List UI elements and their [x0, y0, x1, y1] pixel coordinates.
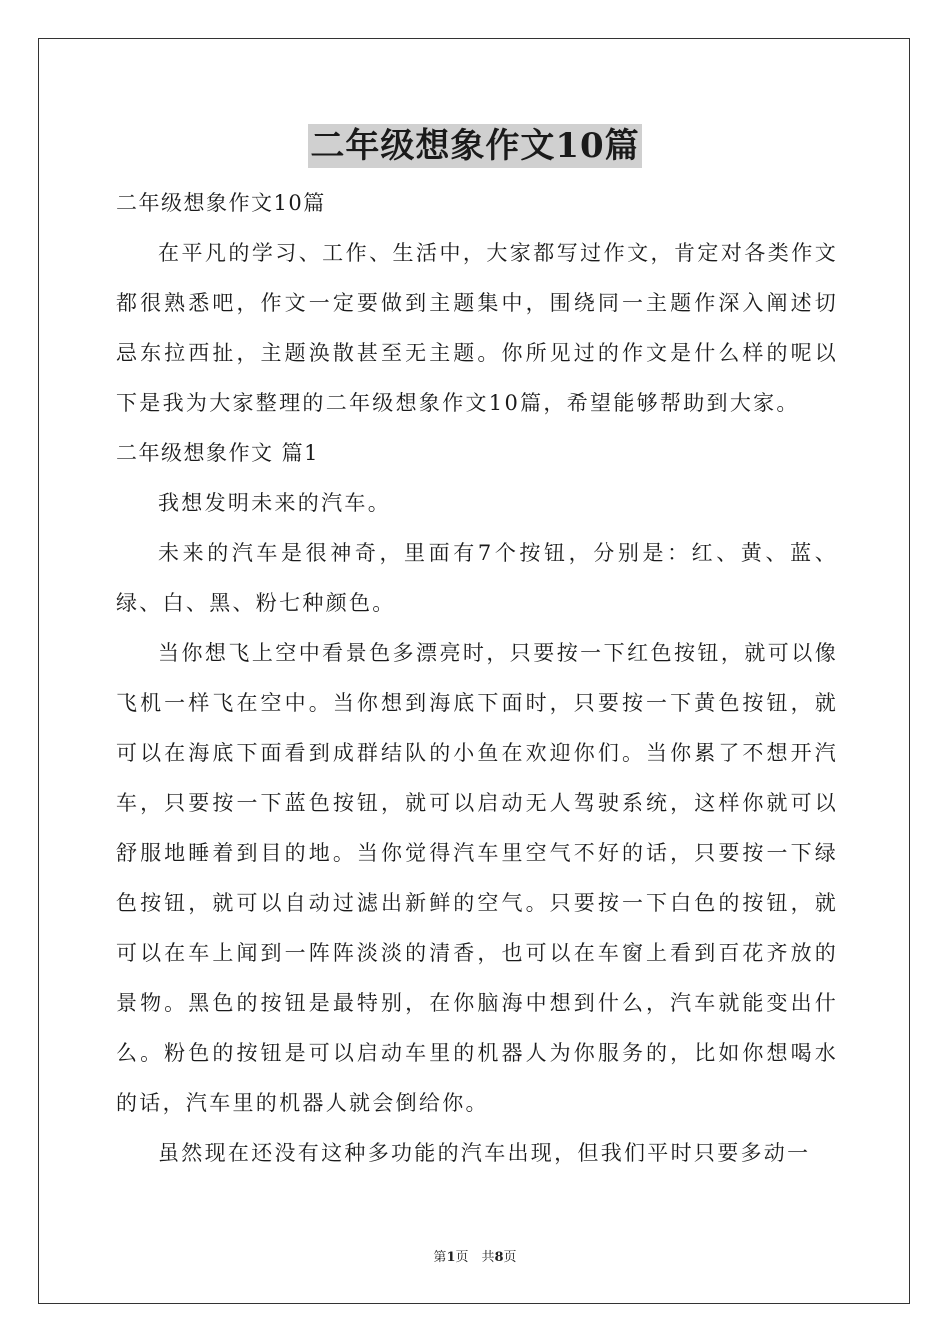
footer-page-current: 1 — [446, 1250, 456, 1265]
body-paragraph: 虽然现在还没有这种多功能的汽车出现，但我们平时只要多动一 — [158, 1141, 811, 1165]
footer-page-suffix: 页 — [503, 1250, 517, 1265]
footer-page-total: 8 — [494, 1250, 504, 1265]
document-body — [116, 178, 838, 1178]
title-container — [0, 124, 950, 168]
footer-page-prefix: 第 — [433, 1250, 447, 1265]
page-footer — [0, 1246, 950, 1265]
document-subtitle: 二年级想象作文10篇 — [116, 191, 326, 215]
body-paragraph: 当你想飞上空中看景色多漂亮时，只要按一下红色按钮，就可以像飞机一样飞在空中。当你想到海底下面时，只要按一下黄色按钮，就可以在海底下面看到成群结队的小鱼在欢迎你们。当你累了不想开汽车，只要按一下蓝色按钮，就可以启动无人驾驶系统，这样你就可以舒服地睡着到目的地。当你觉得汽车里空气不好的话，只要按一下绿色按钮，就可以自动过滤出新鲜的空气。只要按一下白色的按钮，就可以在车上闻到一阵阵淡淡的清香，也可以在车窗上看到百花齐放的景物。黑色的按钮是最特别，在你脑海中想到什么，汽车就能变出什么。粉色的按钮是可以启动车里的机器人为你服务的，比如你想喝水的话，汽车里的机器人就会倒给你。 — [116, 641, 838, 1115]
intro-paragraph: 在平凡的学习、工作、生活中，大家都写过作文，肯定对各类作文都很熟悉吧，作文一定要做到主题集中，围绕同一主题作深入阐述切忌东拉西扯，主题涣散甚至无主题。你所见过的作文是什么样的呢以下是我为大家整理的二年级想象作文10篇，希望能够帮助到大家。 — [116, 241, 838, 415]
footer-page-mid: 页 共 — [455, 1250, 495, 1265]
document-title: 二年级想象作文10篇 — [310, 126, 640, 166]
section-heading: 二年级想象作文 篇1 — [116, 441, 320, 465]
body-paragraph: 未来的汽车是很神奇，里面有7个按钮，分别是：红、黄、蓝、绿、白、黑、粉七种颜色。 — [116, 541, 838, 615]
body-paragraph: 我想发明未来的汽车。 — [158, 491, 391, 515]
